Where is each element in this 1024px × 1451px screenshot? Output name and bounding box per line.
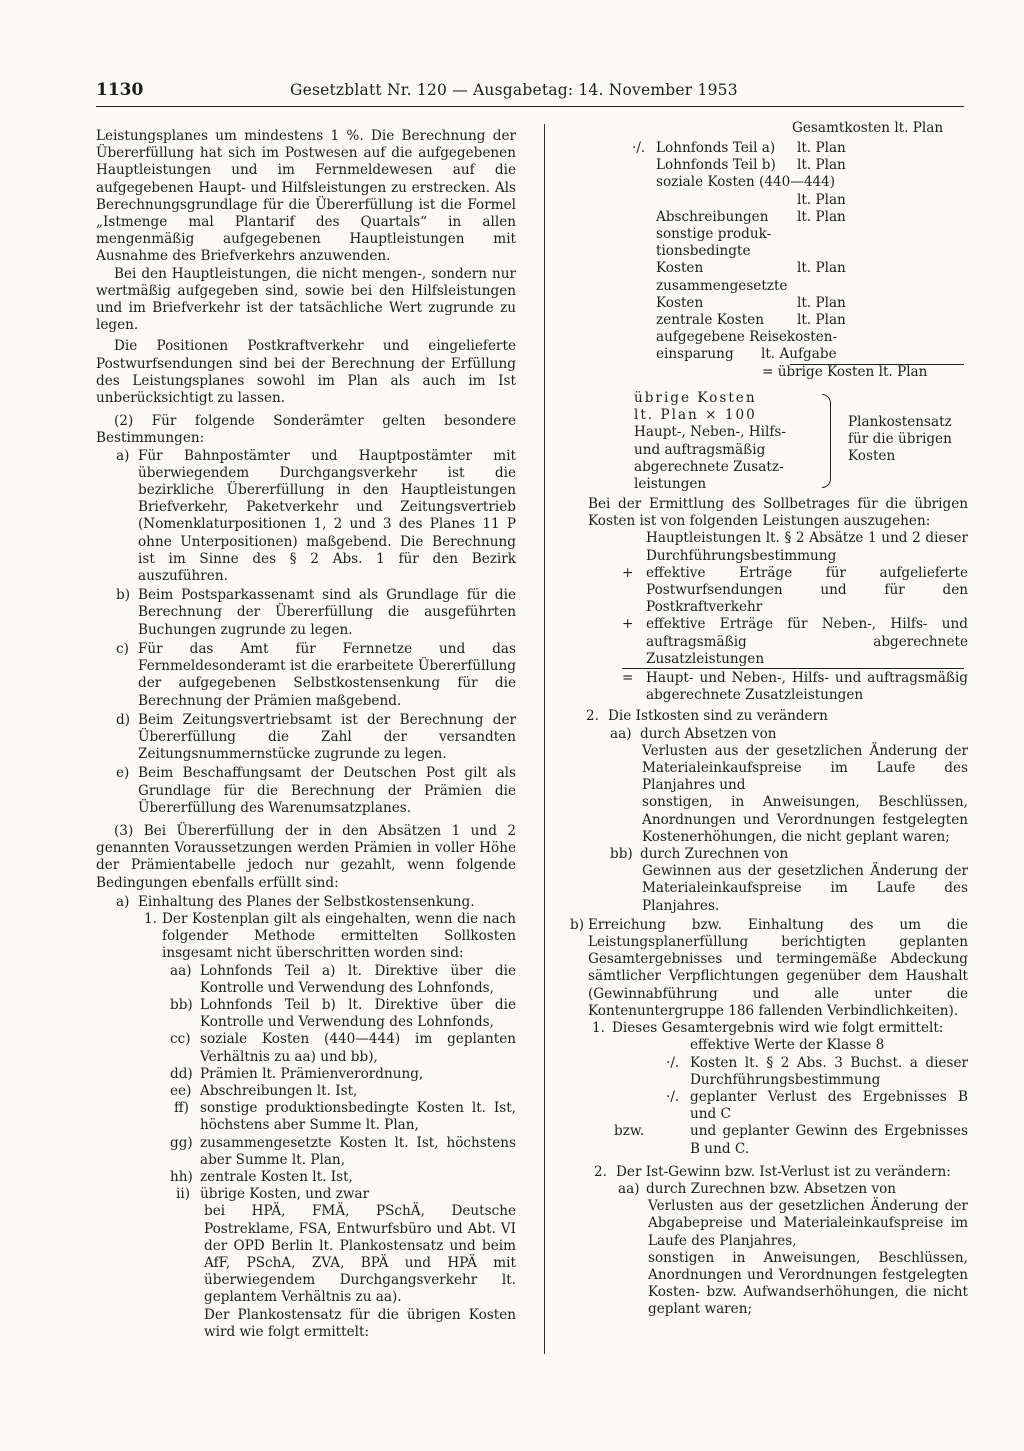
- paragraph: (3) Bei Übererfüllung der in den Absätzen 1 und 2 genannten Voraussetzungen werden Prämien in voller Höhe der Prämientabelle jedoch nur gezahlt, wenn folgende Bedingungen ebenfalls erfüllt sind:: [96, 822, 516, 891]
- calc-row-name: soziale Kosten (440—444): [656, 174, 836, 191]
- item-text: bei HPÄ, FMÄ, PSchÄ, Deutsche Postreklame, FSA, Entwurfsbüro und Abt. VI der OPD Berlin lt. Plankostensatz und beim AfF, PSchA, ZVA, BPÄ und HPÄ mit überwiegendem Durchgangsverkehr lt. geplantem Verhältnis zu aa).: [204, 1203, 516, 1306]
- list-item: [96, 587, 516, 639]
- calc-row: [656, 226, 966, 243]
- item-text: durch Zurechnen bzw. Absetzen von: [646, 1180, 897, 1197]
- calc-row-value: lt. Plan: [797, 208, 846, 225]
- calc-row-name: Lohnfonds Teil b): [656, 157, 776, 174]
- formula-result: Plankostensatz für die übrigen Kosten: [848, 414, 952, 465]
- calc-row-value: lt. Aufgabe: [761, 346, 837, 363]
- item-text: übrige Kosten, und zwar: [200, 1186, 370, 1203]
- calc-result-row: [570, 364, 968, 384]
- paragraph: Die Positionen Postkraftverkehr und eingelieferte Postwurfsendungen sind bei der Berechnung der Erfüllung des Leistungsplanes sowohl im Plan als auch im Ist unberücksichtigt zu lassen.: [96, 338, 516, 407]
- calc-rows: [656, 140, 966, 363]
- item-text: Für Bahnpostämter und Hauptpostämter mit überwiegendem Durchgangsverkehr ist die bezirkliche Übererfüllung in den Hauptleistungen Briefverkehr, Paketverkehr und Zeitungsvertrieb (Nomenklaturpositionen 1, 2 und 3 des Planes 11 P ohne Unterpositionen) maßgebend. Die Berechnung ist im Sinne des § 2 Abs. 1 für den Bezirk auszuführen.: [138, 447, 516, 585]
- sign: ·/.: [666, 1088, 680, 1105]
- item-text: Der Ist-Gewinn bzw. Ist-Verlust ist zu verändern:: [616, 1163, 951, 1180]
- item-text: Haupt- und Neben-, Hilfs- und auftragsmäßig abgerechnete Zusatzleistungen: [646, 670, 968, 704]
- page-number: 1130: [96, 80, 144, 100]
- sign: ·/.: [666, 1054, 680, 1071]
- calc-row: [656, 312, 966, 329]
- fraction-line: leistungen: [634, 476, 707, 493]
- sub-item: [96, 997, 516, 1031]
- item-label: hh): [170, 1168, 193, 1185]
- item-label: bb): [610, 846, 633, 863]
- calc-row-name: Kosten: [656, 294, 704, 311]
- calc-row: [656, 346, 966, 363]
- sub-item-detail: [570, 743, 968, 846]
- item-text: Hauptleistungen lt. § 2 Absätze 1 und 2 dieser Durchführungsbestimmung: [646, 530, 968, 564]
- calc-row-name: Lohnfonds Teil a): [656, 140, 776, 156]
- calc-line: [570, 1123, 968, 1157]
- item-text: und geplanter Gewinn des Ergebnisses B und C.: [690, 1123, 968, 1157]
- calc-total: Gesamtkosten lt. Plan: [792, 120, 944, 136]
- item-label: 2.: [586, 708, 599, 725]
- item-text: durch Absetzen von: [640, 725, 777, 742]
- item-text: Für das Amt für Fernnetze und das Fernmeldesonderamt ist die erarbeitete Übererfüllung der aufgegebenen Selbstkostensenkung für die Berechnung der Prämien maßgebend.: [138, 640, 516, 709]
- formula-fraction: [634, 390, 826, 493]
- calc-row-name: Abschreibungen: [656, 208, 769, 225]
- calc-row: [656, 209, 966, 226]
- item-label: a): [116, 447, 130, 464]
- soll-item: [570, 530, 968, 564]
- item-text: effektive Erträge für Neben-, Hilfs- und auftragsmäßig abgerechnete Zusatzleistungen: [646, 616, 968, 667]
- item-text: effektive Erträge für aufgelieferte Postwurfsendungen und für den Postkraftverkehr: [646, 564, 968, 616]
- sum-rule: [622, 668, 964, 669]
- item-text: Kosten lt. § 2 Abs. 3 Buchst. a dieser Durchführungsbestimmung: [690, 1054, 968, 1088]
- item-text: Abschreibungen lt. Ist,: [200, 1082, 358, 1099]
- item-text: zusammengesetzte Kosten lt. Ist, höchstens aber Summe lt. Plan,: [200, 1134, 516, 1168]
- sign: +: [622, 564, 634, 581]
- calc-row: [656, 243, 966, 260]
- list-item: [96, 712, 516, 764]
- sub-item: [96, 1135, 516, 1169]
- rate-formula: [570, 390, 968, 492]
- item-label: ee): [170, 1082, 192, 1099]
- sub-item: [96, 963, 516, 997]
- right-column: [570, 120, 968, 1319]
- item-text: Lohnfonds Teil a) lt. Direktive über die Kontrolle und Verwendung des Lohnfonds,: [200, 962, 516, 996]
- item-text: sonstigen, in Anweisungen, Beschlüssen, Anordnungen und Verordnungen festgelegten Kostenerhöhungen, die nicht geplant waren;: [642, 794, 968, 845]
- fraction-line: lt. Plan × 100: [634, 407, 757, 424]
- calc-row-name: sonstige produk-: [656, 225, 772, 242]
- item-label: c): [116, 640, 129, 657]
- paragraph: Bei der Ermittlung des Sollbetrages für die übrigen Kosten ist von folgenden Leistungen auszugehen:: [588, 496, 968, 530]
- calc-row-value: lt. Plan: [797, 140, 846, 156]
- sub-item: [96, 1031, 516, 1065]
- item-label: bzw.: [614, 1123, 645, 1140]
- item-label: b): [116, 587, 131, 604]
- calc-row: [656, 260, 966, 277]
- sub-item-detail: [570, 863, 968, 915]
- item-label: dd): [170, 1065, 193, 1082]
- paragraph: Bei den Hauptleistungen, die nicht mengen-, sondern nur wertmäßig aufgegeben sind, sowie bei den Hilfsleistungen und im Briefverkehr ist der tatsächliche Wert zugrunde zu legen.: [96, 265, 516, 334]
- condition-a: [96, 894, 516, 911]
- calc-row: [656, 192, 966, 209]
- item-label: 1.: [144, 910, 157, 927]
- sub-item-detail: [96, 1203, 516, 1341]
- calc-row: [656, 329, 966, 346]
- item-label: ff): [174, 1100, 189, 1117]
- item-text: soziale Kosten (440—444) im geplanten Verhältnis zu aa) und bb),: [200, 1031, 516, 1065]
- brace: [822, 394, 831, 488]
- item-text: Die Istkosten sind zu verändern: [608, 708, 828, 725]
- item-label: b): [570, 916, 585, 933]
- item-text: Prämien lt. Prämienverordnung,: [200, 1065, 424, 1082]
- sub-item: [96, 1100, 516, 1134]
- calc-row-value: lt. Plan: [797, 260, 846, 277]
- item-label: gg): [170, 1134, 193, 1151]
- item-label: d): [116, 711, 131, 728]
- item-label: 1.: [592, 1020, 605, 1037]
- sub-item: [570, 1181, 968, 1198]
- item-text: zentrale Kosten lt. Ist,: [200, 1168, 353, 1185]
- soll-result: [570, 670, 968, 704]
- item-label: aa): [170, 962, 192, 979]
- item-text: durch Zurechnen von: [640, 846, 789, 863]
- fraction-line: und auftragsmäßig: [634, 441, 766, 458]
- list-item: [96, 448, 516, 586]
- calc-result: = übrige Kosten lt. Plan: [762, 364, 928, 380]
- soll-item: [570, 565, 968, 617]
- calc-row-name: tionsbedingte: [656, 243, 751, 260]
- item-label: cc): [170, 1031, 191, 1048]
- sign: +: [622, 616, 634, 633]
- item-text: Dieses Gesamtergebnis wird wie folgt ermittelt:: [612, 1020, 944, 1037]
- sub-item: [96, 1066, 516, 1083]
- list-item: [96, 641, 516, 710]
- item-text: Beim Beschaffungsamt der Deutschen Post gilt als Grundlage für die Berechnung der Prämien die Übererfüllung des Warenumsatzplanes.: [138, 765, 516, 816]
- item-label: aa): [610, 725, 632, 742]
- calc-row-value: lt. Plan: [797, 294, 846, 311]
- calc-row-name: einsparung: [656, 346, 734, 363]
- sign: =: [622, 670, 634, 687]
- paragraph: Leistungsplanes um mindestens 1 %. Die Berechnung der Übererfüllung hat sich im Postwesen auf die aufgegebenen Hauptleistungen und im Fernmeldewesen auf die aufgegebenen Haupt- und Hilfsleistungen zu erstrecken. Als Berechnungsgrundlage für die Übererfüllung ist die Formel „Istmenge mal Plantarif des Quartals“ in allen mengenmäßig aufgegebenen Hauptleistungen mit Ausnahme des Briefverkehrs anzuwenden.: [96, 128, 516, 265]
- item-text: sonstige produktionsbedingte Kosten lt. Ist, höchstens aber Summe lt. Plan,: [200, 1100, 516, 1134]
- item-label: ii): [176, 1186, 190, 1203]
- calc-line: [570, 1055, 968, 1089]
- calc-row-name: aufgegebene Reisekosten-: [656, 329, 838, 346]
- numbered-item: [570, 1020, 968, 1037]
- page-header: [96, 80, 964, 107]
- left-column: [96, 128, 516, 1341]
- item-text: Lohnfonds Teil b) lt. Direktive über die Kontrolle und Verwendung des Lohnfonds,: [200, 996, 516, 1031]
- item-text: effektive Werte der Klasse 8: [690, 1037, 885, 1054]
- item-label: a): [116, 893, 130, 910]
- sub-item-detail: [570, 1198, 968, 1318]
- calc-row: [656, 295, 966, 312]
- item-label: 2.: [594, 1163, 607, 1180]
- numbered-item: [570, 1164, 968, 1181]
- fraction-line: übrige Kosten: [634, 390, 757, 406]
- calc-row: [656, 140, 966, 157]
- fraction-line: abgerechnete Zusatz-: [634, 458, 784, 475]
- item-text: Verlusten aus der gesetzlichen Änderung der Materialeinkaufspreise im Laufe des Planjahres und: [642, 742, 968, 794]
- list-item: [96, 765, 516, 817]
- calc-row-name: zentrale Kosten: [656, 311, 764, 328]
- calc-line: [570, 1089, 968, 1123]
- sub-item: [96, 1186, 516, 1203]
- calc-row-value: lt. Plan: [797, 311, 846, 328]
- sub-item: [96, 1169, 516, 1186]
- item-text: Einhaltung des Planes der Selbstkostensenkung.: [138, 893, 475, 910]
- item-text: Der Kostenplan gilt als eingehalten, wenn die nach folgender Methode ermittelten Sollkosten insgesamt nicht überschritten worden sind:: [162, 910, 516, 962]
- paragraph: (2) Für folgende Sonderämter gelten besondere Bestimmungen:: [96, 413, 516, 447]
- calc-row-value: lt. Plan: [797, 157, 846, 174]
- condition-b: [570, 917, 968, 1020]
- calc-row-name: zusammengesetzte: [656, 277, 788, 294]
- fraction-line: Haupt-, Neben-, Hilfs-: [634, 424, 786, 441]
- sub-item: [570, 846, 968, 863]
- item-label: aa): [618, 1180, 640, 1197]
- item-text: Beim Zeitungsvertriebsamt ist der Berechnung der Übererfüllung die Zahl der versandten Zeitungsnummernstücke zugrunde zu legen.: [138, 711, 516, 763]
- item-text: Erreichung bzw. Einhaltung des um die Leistungsplanerfüllung berichtigten geplanten Gesamtergebnisses und termingemäße Abdeckung sämtlicher Verpflichtungen gegenüber dem Haushalt (Gewinnabführung und alle unter die Kontenuntergruppe 186 fallenden Verbindlichkeiten).: [588, 916, 968, 1019]
- minus-sign: ·/.: [632, 140, 646, 156]
- item-text: Verlusten aus der gesetzlichen Änderung der Abgabepreise und Materialeinkaufspreise im Laufe des Planjahres,: [648, 1198, 968, 1249]
- column-divider: [544, 124, 545, 1354]
- item-label: e): [116, 765, 130, 782]
- sub-item: [96, 1083, 516, 1100]
- gazette-title: Gesetzblatt Nr. 120 — Ausgabetag: 14. November 1953: [290, 81, 738, 99]
- sub-item: [570, 726, 968, 743]
- calc-line: [570, 1037, 968, 1054]
- calc-row-value: lt. Plan: [797, 191, 846, 208]
- calc-row: [656, 174, 966, 191]
- numbered-item: [570, 708, 968, 725]
- item-text: Der Plankostensatz für die übrigen Kosten wird wie folgt ermittelt:: [204, 1306, 516, 1340]
- item-text: geplanter Verlust des Ergebnisses B und C: [690, 1088, 968, 1123]
- item-text: Beim Postsparkassenamt sind als Grundlage für die Berechnung der Übererfüllung die ausgeführten Buchungen zugrunde zu legen.: [138, 587, 516, 638]
- calc-row: [656, 278, 966, 295]
- soll-item: [570, 616, 968, 668]
- calc-row-name: Kosten: [656, 260, 704, 277]
- item-text: sonstigen in Anweisungen, Beschlüssen, Anordnungen und Verordnungen festgelegten Kosten- bzw. Aufwandserhöhungen, die nicht geplant waren;: [648, 1249, 968, 1318]
- calc-row: [656, 157, 966, 174]
- cost-calculation: [570, 120, 968, 364]
- item-text: Gewinnen aus der gesetzlichen Änderung der Materialeinkaufspreise im Laufe des Planjahres.: [642, 863, 968, 914]
- item-label: bb): [170, 996, 193, 1013]
- numbered-item: [96, 911, 516, 963]
